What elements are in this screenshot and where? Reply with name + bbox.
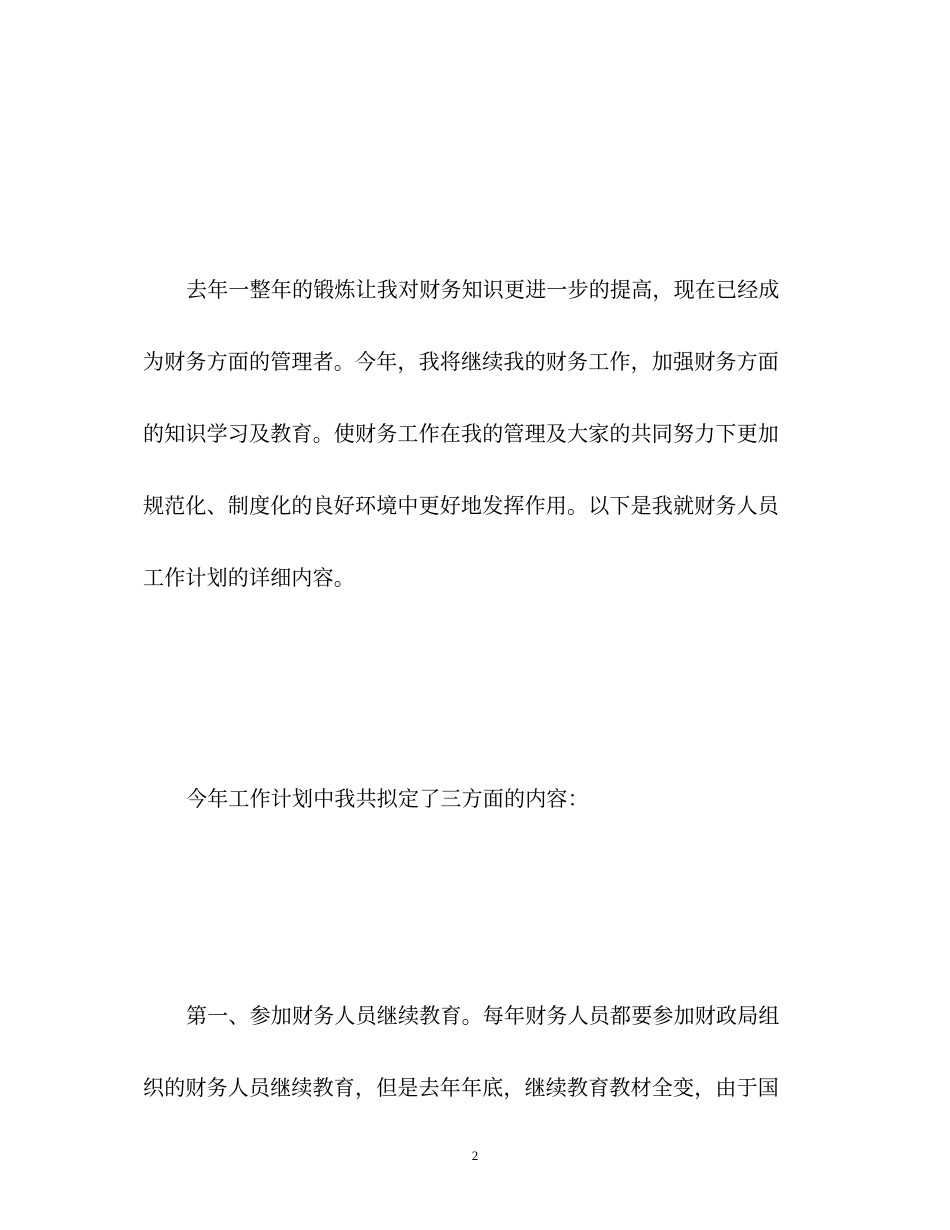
paragraph-2-line-1: 今年工作计划中我共拟定了三方面的内容： [186,787,589,811]
paragraph-1-line-2: 为财务方面的管理者。今年，我将继续我的财务工作，加强财务方面 [143,350,779,374]
paragraph-1-line-3: 的知识学习及教育。使财务工作在我的管理及大家的共同努力下更加 [143,422,779,446]
paragraph-1-line-5: 工作计划的详细内容。 [143,566,355,590]
paragraph-3-line-2: 织的财务人员继续教育，但是去年年底，继续教育教材全变，由于国 [143,1076,779,1100]
paragraph-3-line-1: 第一、参加财务人员继续教育。每年财务人员都要参加财政局组 [186,1004,780,1028]
page-number: 2 [471,1148,479,1163]
paragraph-1-line-1: 去年一整年的锻炼让我对财务知识更进一步的提高，现在已经成 [186,278,780,302]
paragraph-1-line-4: 规范化、制度化的良好环境中更好地发挥作用。以下是我就财务人员 [143,494,779,518]
